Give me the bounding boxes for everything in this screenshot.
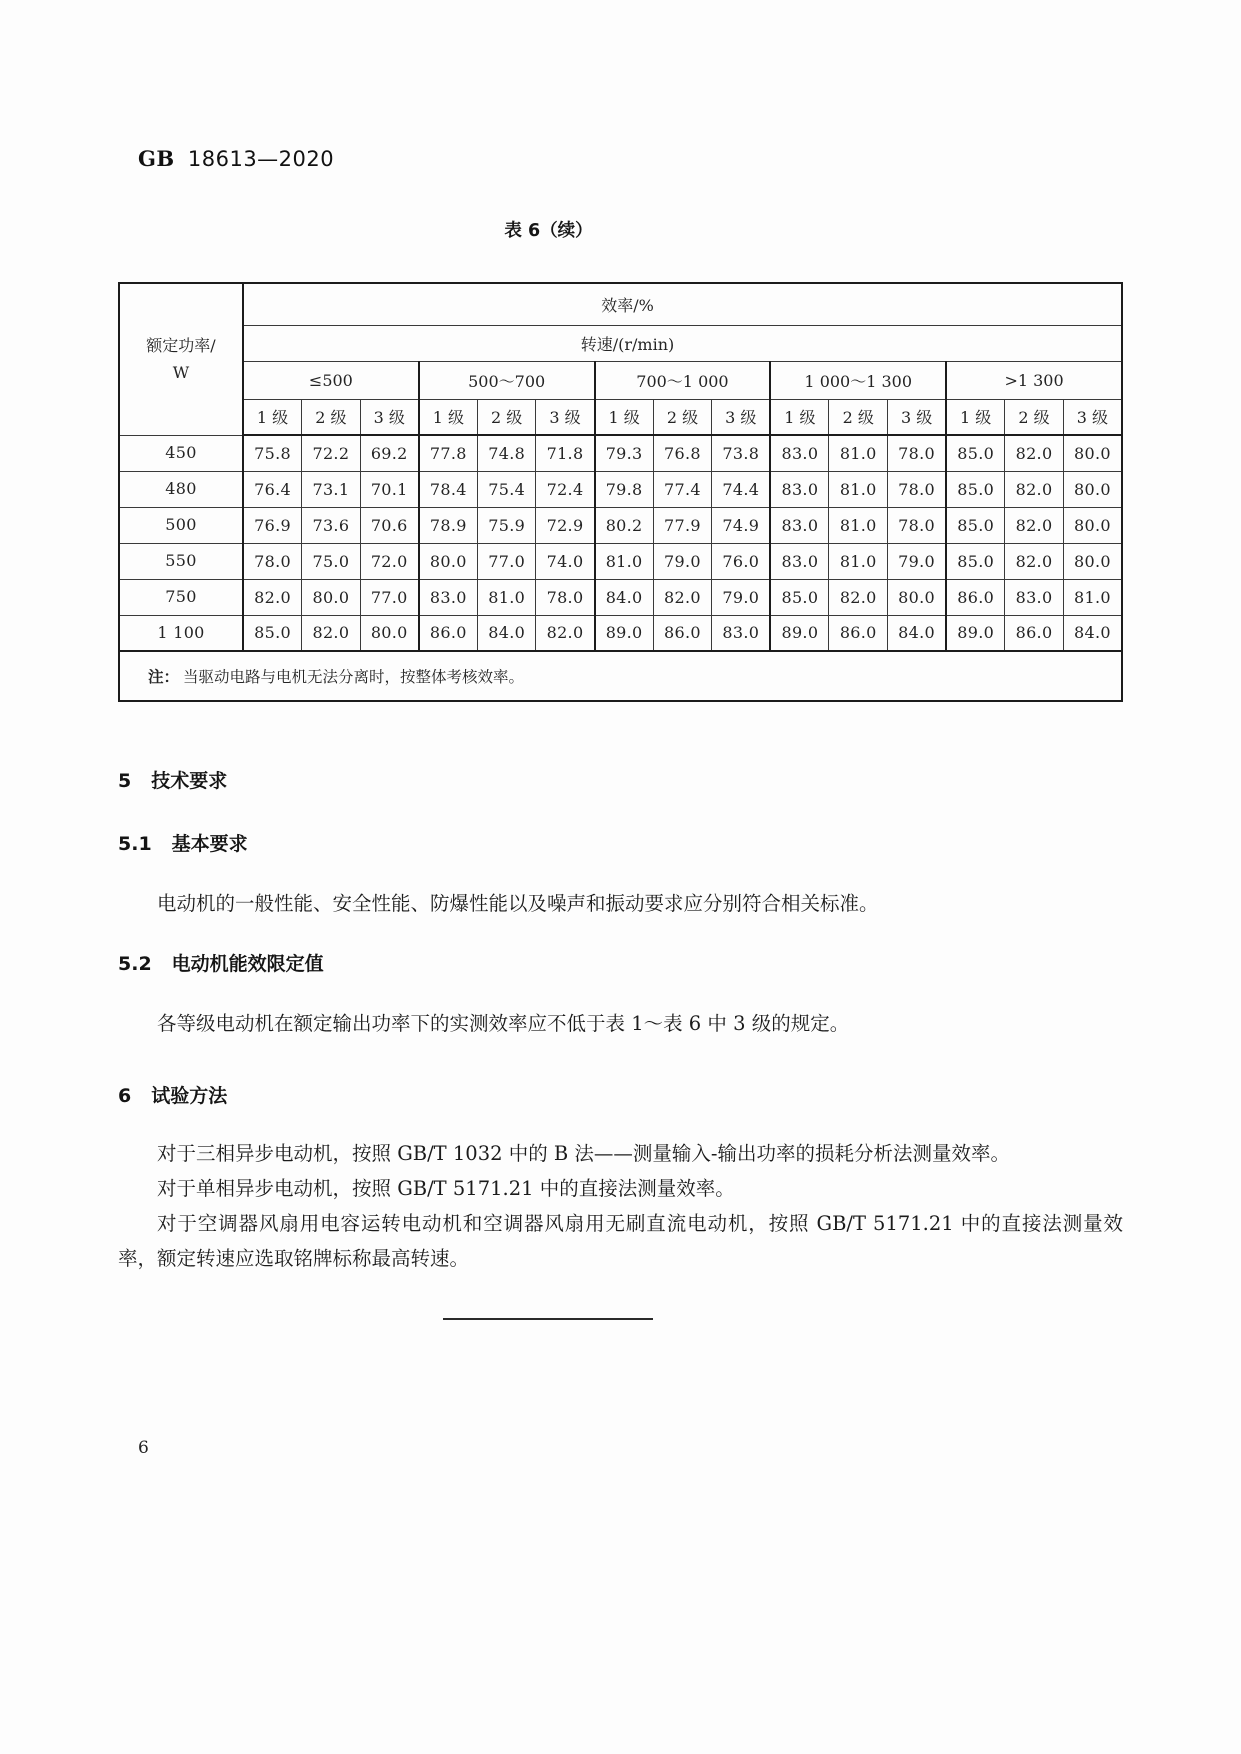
efficiency-value-cell: 72.0 (360, 543, 419, 579)
efficiency-value-cell: 83.0 (770, 543, 829, 579)
efficiency-value-cell: 83.0 (1005, 579, 1064, 615)
note-row (119, 651, 1122, 701)
section-5-1-heading (118, 829, 1123, 856)
efficiency-value-cell: 79.8 (595, 471, 654, 507)
grade-header: 3 级 (712, 399, 771, 435)
efficiency-value-cell: 82.0 (829, 579, 888, 615)
efficiency-value-cell: 81.0 (477, 579, 536, 615)
grade-header: 1 级 (243, 399, 302, 435)
efficiency-value-cell: 86.0 (653, 615, 712, 651)
efficiency-value-cell: 82.0 (243, 579, 302, 615)
efficiency-value-cell: 84.0 (1063, 615, 1122, 651)
section-6-heading (118, 1081, 1123, 1108)
standard-number-header (138, 146, 1123, 171)
note-cell (119, 651, 1122, 701)
efficiency-value-cell: 79.0 (712, 579, 771, 615)
section-5-1-number: 5.1 (118, 833, 152, 855)
efficiency-header-row (119, 283, 1122, 325)
efficiency-value-cell: 89.0 (595, 615, 654, 651)
section-5-title: 技术要求 (151, 770, 228, 792)
efficiency-value-cell: 86.0 (829, 615, 888, 651)
section-6-number: 6 (118, 1085, 132, 1107)
section-5-2-paragraph: 各等级电动机在额定输出功率下的实测效率应不低于表 1～表 6 中 3 级的规定。 (157, 1012, 850, 1035)
section-5-2-title: 电动机能效限定值 (171, 953, 324, 975)
efficiency-value-cell: 72.4 (536, 471, 595, 507)
efficiency-value-cell: 76.9 (243, 507, 302, 543)
table-row (119, 543, 1122, 579)
efficiency-value-cell: 76.8 (653, 435, 712, 471)
efficiency-value-cell: 80.0 (302, 579, 361, 615)
grade-header: 2 级 (829, 399, 888, 435)
speed-range-row (119, 361, 1122, 399)
speed-range-header: 1 000～1 300 (770, 361, 946, 399)
efficiency-value-cell: 77.0 (360, 579, 419, 615)
efficiency-value-cell: 89.0 (946, 615, 1005, 651)
efficiency-value-cell: 72.2 (302, 435, 361, 471)
grade-header: 1 级 (595, 399, 654, 435)
speed-range-header: ≤500 (243, 361, 419, 399)
section-5-heading (118, 766, 1123, 793)
efficiency-value-cell: 79.3 (595, 435, 654, 471)
grade-header: 3 级 (536, 399, 595, 435)
efficiency-value-cell: 73.1 (302, 471, 361, 507)
efficiency-value-cell: 73.8 (712, 435, 771, 471)
efficiency-value-cell: 80.0 (1063, 435, 1122, 471)
standard-code: 18613—2020 (187, 147, 335, 171)
efficiency-value-cell: 84.0 (477, 615, 536, 651)
section-6-title: 试验方法 (151, 1085, 228, 1107)
grade-header: 2 级 (477, 399, 536, 435)
speed-range-header: 500～700 (419, 361, 595, 399)
page-number: 6 (138, 1438, 149, 1458)
efficiency-value-cell: 78.0 (888, 471, 947, 507)
note-text: 当驱动电路与电机无法分离时，按整体考核效率。 (183, 668, 525, 686)
efficiency-value-cell: 79.0 (653, 543, 712, 579)
speed-header-row (119, 325, 1122, 361)
efficiency-value-cell: 75.4 (477, 471, 536, 507)
table-row (119, 579, 1122, 615)
efficiency-value-cell: 75.9 (477, 507, 536, 543)
power-cell: 500 (119, 507, 243, 543)
section-5-2-heading (118, 949, 1123, 976)
efficiency-header-cell (243, 283, 1122, 325)
efficiency-value-cell: 81.0 (595, 543, 654, 579)
efficiency-value-cell: 81.0 (829, 435, 888, 471)
grade-header: 3 级 (888, 399, 947, 435)
efficiency-value-cell: 82.0 (302, 615, 361, 651)
efficiency-value-cell: 75.0 (302, 543, 361, 579)
section-5-number: 5 (118, 770, 132, 792)
section-6-paragraph: 对于单相异步电动机，按照 GB/T 5171.21 中的直接法测量效率。 (157, 1177, 735, 1200)
efficiency-value-cell: 80.0 (888, 579, 947, 615)
efficiency-value-cell: 80.2 (595, 507, 654, 543)
efficiency-value-cell: 73.6 (302, 507, 361, 543)
efficiency-value-cell: 80.0 (360, 615, 419, 651)
efficiency-value-cell: 82.0 (536, 615, 595, 651)
efficiency-value-cell: 82.0 (1005, 543, 1064, 579)
power-column-header (119, 283, 243, 435)
grade-header: 3 级 (1063, 399, 1122, 435)
speed-range-header: >1 300 (946, 361, 1122, 399)
grade-header: 3 级 (360, 399, 419, 435)
power-cell: 550 (119, 543, 243, 579)
efficiency-value-cell: 85.0 (946, 543, 1005, 579)
table-body (119, 435, 1122, 651)
efficiency-value-cell: 74.8 (477, 435, 536, 471)
section-5-1-paragraph: 电动机的一般性能、安全性能、防爆性能以及噪声和振动要求应分别符合相关标准。 (157, 892, 879, 915)
efficiency-value-cell: 82.0 (1005, 471, 1064, 507)
efficiency-value-cell: 77.0 (477, 543, 536, 579)
power-cell: 480 (119, 471, 243, 507)
efficiency-value-cell: 82.0 (1005, 435, 1064, 471)
page-content (0, 146, 1241, 1320)
efficiency-value-cell: 77.4 (653, 471, 712, 507)
efficiency-value-cell: 86.0 (419, 615, 478, 651)
efficiency-value-cell: 80.0 (1063, 507, 1122, 543)
speed-header-label: 转速/(r/min) (580, 334, 675, 354)
power-cell: 1 100 (119, 615, 243, 651)
efficiency-value-cell: 78.9 (419, 507, 478, 543)
efficiency-value-cell: 81.0 (829, 507, 888, 543)
efficiency-value-cell: 85.0 (946, 471, 1005, 507)
efficiency-value-cell: 80.0 (1063, 471, 1122, 507)
efficiency-value-cell: 81.0 (829, 471, 888, 507)
note-label: 注： (148, 668, 180, 686)
efficiency-value-cell: 78.4 (419, 471, 478, 507)
section-5-1-title: 基本要求 (171, 833, 248, 855)
grade-header: 2 级 (653, 399, 712, 435)
efficiency-value-cell: 84.0 (888, 615, 947, 651)
grade-row (119, 399, 1122, 435)
efficiency-value-cell: 84.0 (595, 579, 654, 615)
speed-range-header: 700～1 000 (595, 361, 771, 399)
table-row (119, 435, 1122, 471)
efficiency-value-cell: 83.0 (770, 471, 829, 507)
power-header-line2: W (172, 363, 190, 383)
efficiency-value-cell: 83.0 (770, 507, 829, 543)
table-title: 表 6（续） (504, 221, 593, 241)
power-cell: 450 (119, 435, 243, 471)
efficiency-value-cell: 78.0 (888, 507, 947, 543)
table-header (119, 283, 1122, 435)
efficiency-value-cell: 78.0 (536, 579, 595, 615)
efficiency-value-cell: 71.8 (536, 435, 595, 471)
efficiency-value-cell: 75.8 (243, 435, 302, 471)
efficiency-value-cell: 89.0 (770, 615, 829, 651)
efficiency-table (118, 282, 1123, 702)
efficiency-value-cell: 70.6 (360, 507, 419, 543)
end-of-document-divider (443, 1318, 653, 1320)
efficiency-value-cell: 85.0 (770, 579, 829, 615)
efficiency-value-cell: 78.0 (888, 435, 947, 471)
power-header-line1: 额定功率/ (146, 336, 216, 356)
efficiency-value-cell: 74.0 (536, 543, 595, 579)
section-6-paragraphs (118, 1136, 1123, 1276)
table-row (119, 471, 1122, 507)
efficiency-header-label: 效率/% (601, 295, 654, 315)
section-6-paragraph: 对于空调器风扇用电容运转电动机和空调器风扇用无刷直流电动机，按照 GB/T 5171.21 中的直接法测量效率，额定转速应选取铭牌标称最高转速。 (118, 1212, 1123, 1270)
grade-header: 1 级 (770, 399, 829, 435)
efficiency-value-cell: 83.0 (770, 435, 829, 471)
efficiency-value-cell: 69.2 (360, 435, 419, 471)
grade-header: 1 级 (946, 399, 1005, 435)
efficiency-value-cell: 82.0 (1005, 507, 1064, 543)
section-6-paragraph: 对于三相异步电动机，按照 GB/T 1032 中的 B 法——测量输入-输出功率的损耗分析法测量效率。 (157, 1142, 1011, 1165)
section-5-2-number: 5.2 (118, 953, 152, 975)
efficiency-value-cell: 82.0 (653, 579, 712, 615)
efficiency-value-cell: 74.4 (712, 471, 771, 507)
efficiency-value-cell: 85.0 (946, 507, 1005, 543)
grade-header: 1 级 (419, 399, 478, 435)
efficiency-value-cell: 76.4 (243, 471, 302, 507)
efficiency-value-cell: 70.1 (360, 471, 419, 507)
efficiency-value-cell: 81.0 (1063, 579, 1122, 615)
efficiency-value-cell: 86.0 (1005, 615, 1064, 651)
efficiency-value-cell: 76.0 (712, 543, 771, 579)
efficiency-value-cell: 77.9 (653, 507, 712, 543)
efficiency-value-cell: 85.0 (243, 615, 302, 651)
grade-header: 2 级 (302, 399, 361, 435)
efficiency-value-cell: 83.0 (712, 615, 771, 651)
efficiency-value-cell: 72.9 (536, 507, 595, 543)
efficiency-value-cell: 86.0 (946, 579, 1005, 615)
table-row (119, 615, 1122, 651)
efficiency-value-cell: 85.0 (946, 435, 1005, 471)
efficiency-value-cell: 80.0 (1063, 543, 1122, 579)
standard-prefix: GB (138, 146, 175, 171)
efficiency-value-cell: 81.0 (829, 543, 888, 579)
table-row (119, 507, 1122, 543)
efficiency-value-cell: 80.0 (419, 543, 478, 579)
power-cell: 750 (119, 579, 243, 615)
speed-header-cell (243, 325, 1122, 361)
grade-header: 2 级 (1005, 399, 1064, 435)
efficiency-value-cell: 79.0 (888, 543, 947, 579)
efficiency-value-cell: 74.9 (712, 507, 771, 543)
efficiency-value-cell: 77.8 (419, 435, 478, 471)
efficiency-value-cell: 83.0 (419, 579, 478, 615)
efficiency-value-cell: 78.0 (243, 543, 302, 579)
table-footer (119, 651, 1122, 701)
